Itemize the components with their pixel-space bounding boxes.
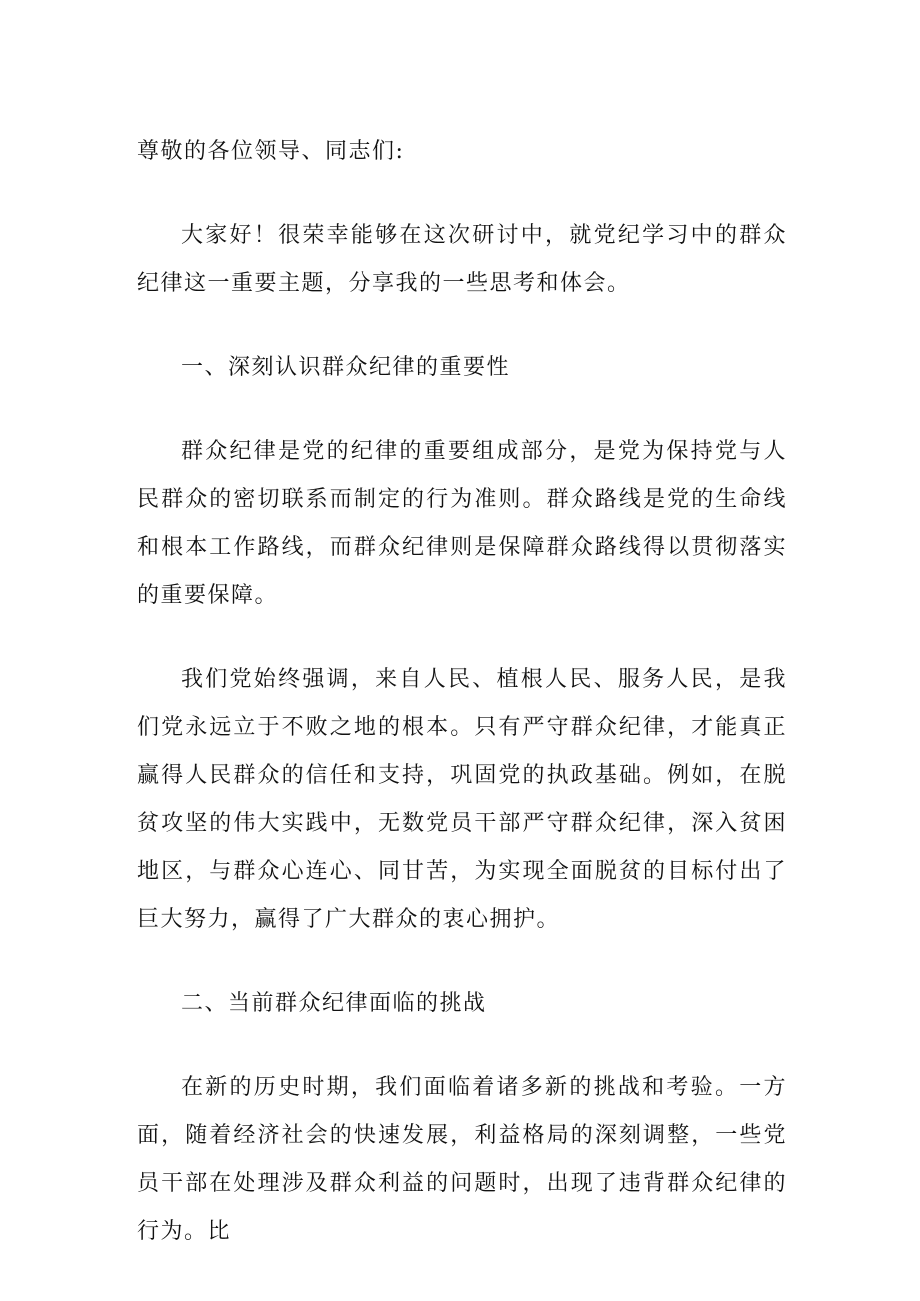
section-heading-2: 二、当前群众纪律面临的挑战	[181, 991, 487, 1016]
document-body	[137, 128, 787, 1292]
section-heading-1: 一、深刻认识群众纪律的重要性	[181, 355, 511, 380]
paragraph-3: 在新的历史时期，我们面临着诸多新的挑战和考验。一方面，随着经济社会的快速发展，利益格局的深刻调整，一些党员干部在处理涉及群众利益的问题时，出现了违背群众纪律的行为。比	[137, 1075, 787, 1244]
intro-paragraph: 大家好！很荣幸能够在这次研讨中，就党纪学习中的群众纪律这一重要主题，分享我的一些思考和体会。	[137, 223, 787, 296]
paragraph-2: 我们党始终强调，来自人民、植根人民、服务人民，是我们党永远立于不败之地的根本。只有严守群众纪律，才能真正赢得人民群众的信任和支持，巩固党的执政基础。例如，在脱贫攻坚的伟大实践中，无数党员干部严守群众纪律，深入贫困地区，与群众心连心、同甘苦，为实现全面脱贫的目标付出了巨大努力，赢得了广大群众的衷心拥护。	[137, 667, 787, 932]
paragraph-1: 群众纪律是党的纪律的重要组成部分，是党为保持党与人民群众的密切联系而制定的行为准则。群众路线是党的生命线和根本工作路线，而群众纪律则是保障群众路线得以贯彻落实的重要保障。	[137, 439, 787, 608]
salutation: 尊敬的各位领导、同志们:	[137, 139, 405, 164]
